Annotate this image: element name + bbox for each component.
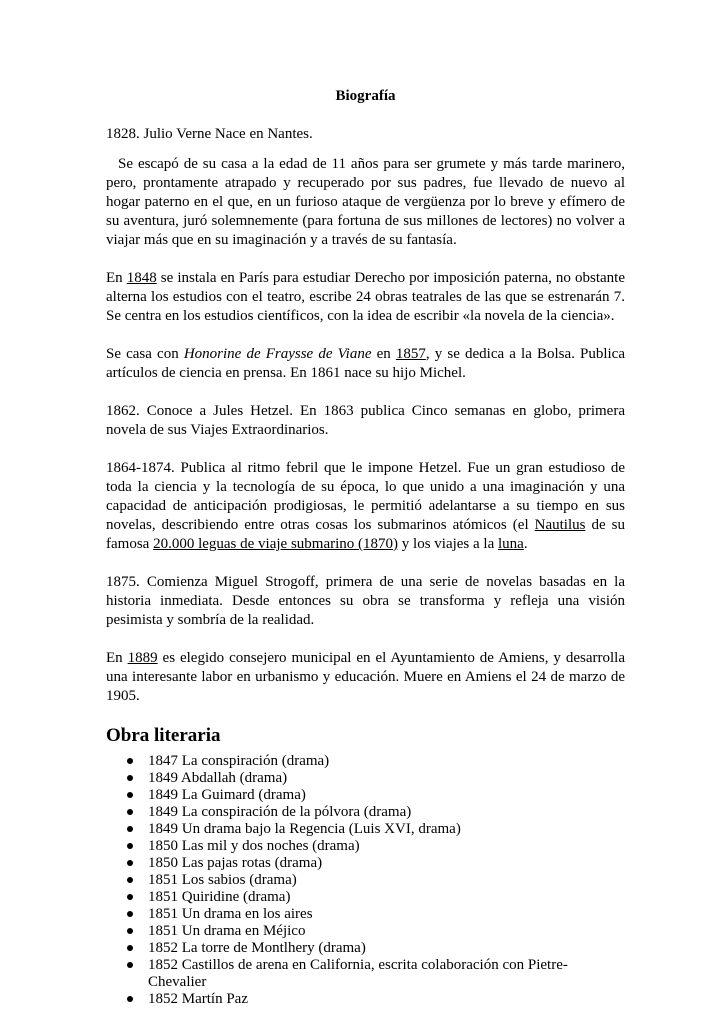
- work-title: 1847 La conspiración (drama): [148, 753, 330, 769]
- bullet-icon: [127, 843, 133, 849]
- bullet-icon: [127, 894, 133, 900]
- paragraph-1889: [106, 649, 625, 706]
- link-luna[interactable]: luna: [498, 536, 524, 552]
- works-list: [106, 753, 625, 1008]
- text: En: [106, 650, 128, 666]
- list-item: [127, 804, 625, 821]
- bullet-icon: [127, 877, 133, 883]
- work-title: 1851 Un drama en los aires: [148, 906, 313, 922]
- bullet-icon: [127, 809, 133, 815]
- work-title: 1849 La conspiración de la pólvora (drama): [148, 804, 412, 820]
- paragraph-1848: [106, 269, 625, 326]
- text: se instala en París para estudiar Derecho por imposición paterna, no obstante alterna los estudios con el teatro, escribe 24 obras teatrales de las que se estrenarán 7. Se centra en los estudios científicos, con la idea de escribir «la novela de la ciencia».: [106, 270, 625, 324]
- list-item: [127, 753, 625, 770]
- text: , y se dedica a la Bolsa. Publica artículos de ciencia en prensa. En 1861 nace su hijo Michel.: [106, 346, 625, 381]
- document-page: [106, 87, 625, 1008]
- paragraph-1828: 1828. Julio Verne Nace en Nantes.: [106, 126, 313, 142]
- text: y los viajes a la: [398, 536, 499, 552]
- bullet-icon: [127, 928, 133, 934]
- paragraph-marriage: [106, 345, 625, 383]
- bullet-icon: [127, 792, 133, 798]
- bullet-icon: [127, 962, 133, 968]
- list-item: [127, 923, 625, 940]
- work-title: 1849 Un drama bajo la Regencia (Luis XVI, drama): [148, 821, 461, 837]
- work-title: 1850 Las pajas rotas (drama): [148, 855, 323, 871]
- list-item: [127, 906, 625, 923]
- bullet-icon: [127, 826, 133, 832]
- page-title: Biografía: [335, 88, 396, 104]
- section-title-obra-literaria: Obra literaria: [106, 725, 221, 746]
- work-title: 1851 Quiridine (drama): [148, 889, 291, 905]
- list-item: [127, 787, 625, 804]
- spouse-name: Honorine de Fraysse de Viane: [183, 346, 372, 362]
- text: es elegido consejero municipal en el Ayuntamiento de Amiens, y desarrolla una interesante labor en urbanismo y educación. Muere en Amiens el 24 de marzo de 1905.: [106, 650, 625, 704]
- work-title: 1851 Un drama en Méjico: [148, 923, 306, 939]
- paragraph-1864-1874: [106, 459, 625, 554]
- work-title: 1850 Las mil y dos noches (drama): [148, 838, 360, 854]
- list-item: [127, 991, 625, 1008]
- text: .: [523, 536, 528, 552]
- link-1889[interactable]: 1889: [127, 650, 158, 666]
- text: de su famosa: [106, 517, 625, 552]
- work-title: 1852 Martín Paz: [148, 991, 248, 1007]
- bullet-icon: [127, 911, 133, 917]
- work-title: 1852 Castillos de arena en California, escrita colaboración con Pietre-Chevalier: [148, 957, 568, 990]
- bullet-icon: [127, 996, 133, 1002]
- list-item: [127, 940, 625, 957]
- list-item: [127, 889, 625, 906]
- text: en: [371, 346, 396, 362]
- link-1857[interactable]: 1857: [395, 346, 426, 362]
- text: Se casa con: [106, 346, 184, 362]
- paragraph-childhood: Se escapó de su casa a la edad de 11 años para ser grumete y más tarde marinero, pero, prontamente atrapado y recuperado por sus padres, fue llevado de nuevo al hogar paterno en el que, en un furioso ataque de vergüenza por lo breve y efímero de su aventura, juró solemnemente (para fortuna de sus millones de lectores) no volver a viajar más que en su imaginación y a través de su fantasía.: [106, 156, 625, 248]
- list-item: [127, 872, 625, 889]
- list-item: [127, 838, 625, 855]
- bullet-icon: [127, 945, 133, 951]
- list-item: [127, 957, 625, 991]
- work-title: 1849 Abdallah (drama): [148, 770, 288, 786]
- text: En: [106, 270, 127, 286]
- bullet-icon: [127, 775, 133, 781]
- paragraph-1875: 1875. Comienza Miguel Strogoff, primera de una serie de novelas basadas en la historia inmediata. Desde entonces su obra se transforma y refleja una visión pesimista y sombría de la realidad.: [106, 574, 625, 628]
- bullet-icon: [127, 860, 133, 866]
- link-1848[interactable]: 1848: [126, 270, 157, 286]
- paragraph-1862: 1862. Conoce a Jules Hetzel. En 1863 publica Cinco semanas en globo, primera novela de sus Viajes Extraordinarios.: [106, 403, 625, 438]
- work-title: 1849 La Guimard (drama): [148, 787, 306, 803]
- list-item: [127, 770, 625, 787]
- link-20000-leguas[interactable]: 20.000 leguas de viaje submarino (1870): [153, 536, 399, 552]
- bullet-icon: [127, 758, 133, 764]
- work-title: 1851 Los sabios (drama): [148, 872, 297, 888]
- list-item: [127, 855, 625, 872]
- link-nautilus[interactable]: Nautilus: [534, 517, 586, 533]
- work-title: 1852 La torre de Montlhery (drama): [148, 940, 366, 956]
- text: 1864-1874. Publica al ritmo febril que le impone Hetzel. Fue un gran estudioso de toda la ciencia y la tecnología de su época, lo que unido a una imaginación y una capacidad de anticipación prodigiosas, le permitió adelantarse a su tiempo en sus novelas, describiendo entre otras cosas los submarinos atómicos (el: [106, 460, 625, 533]
- list-item: [127, 821, 625, 838]
